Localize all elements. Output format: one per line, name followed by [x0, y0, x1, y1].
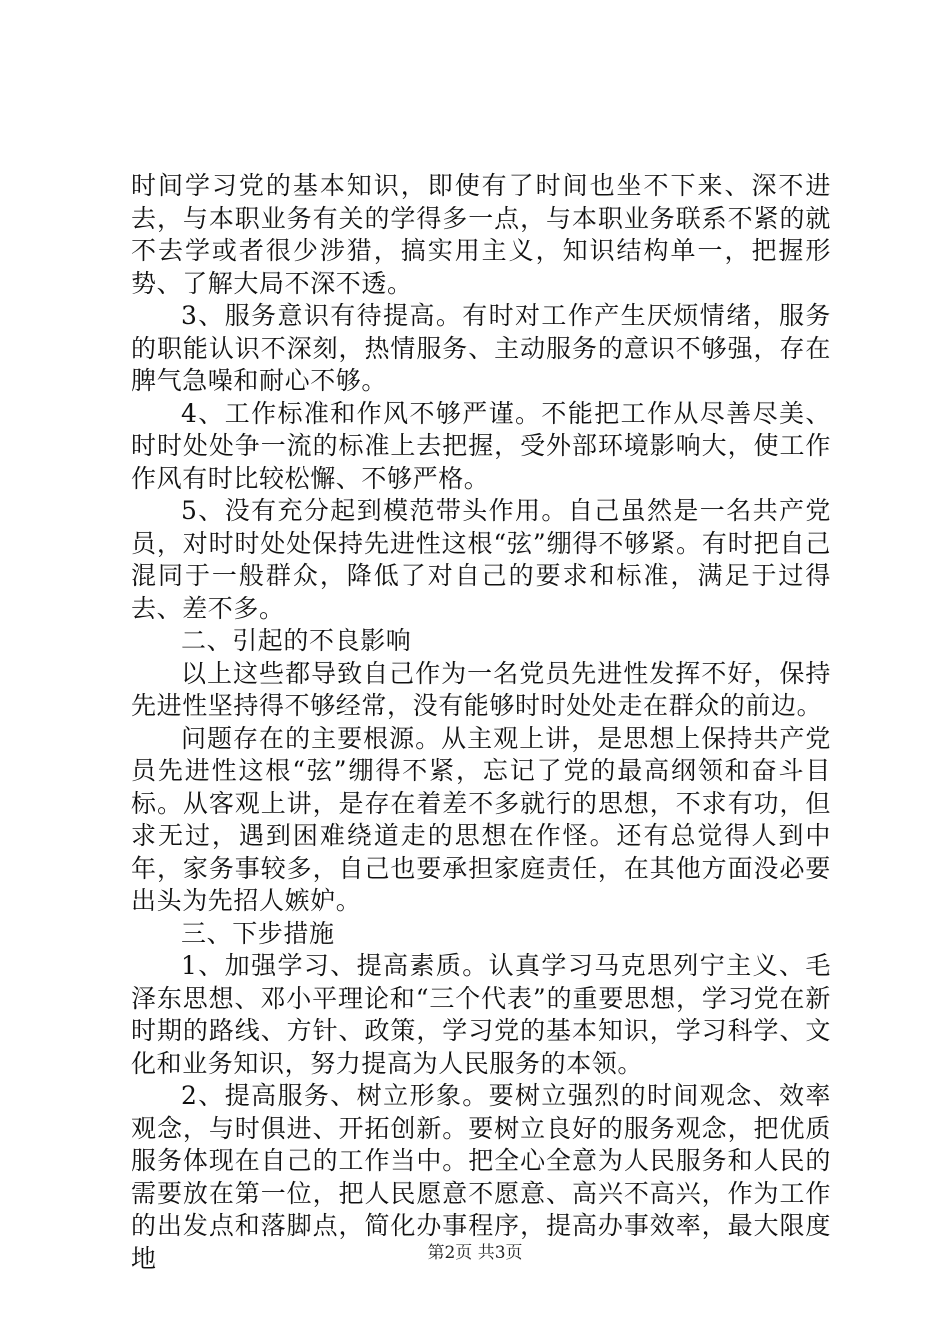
paragraph-1: 时间学习党的基本知识，即使有了时间也坐不下来、深不进去，与本职业务有关的学得多一点，与本职业务联系不紧的就不去学或者很少涉猎，搞实用主义，知识结构单一，把握形势、了解大局不深不透。	[131, 171, 831, 298]
paragraph-2: 3、服务意识有待提高。有时对工作产生厌烦情绪，服务的职能认识不深刻，热情服务、主动服务的意识不够强，存在脾气急噪和耐心不够。	[131, 301, 831, 395]
paragraph-7: 1、加强学习、提高素质。认真学习马克思列宁主义、毛泽东思想、邓小平理论和“三个代表”的重要思想，学习党在新时期的路线、方针、政策，学习党的基本知识，学习科学、文化和业务知识，努力提高为人民服务的本领。	[131, 951, 831, 1078]
section-heading-2: 二、引起的不良影响	[181, 626, 412, 655]
section-heading-3: 三、下步措施	[181, 918, 335, 948]
page-footer	[0, 1241, 950, 1265]
paragraph-8: 2、提高服务、树立形象。要树立强烈的时间观念、效率观念，与时俱进、开拓创新。要树立良好的服务观念，把优质服务体现在自己的工作当中。把全心全意为人民服务和人民的需要放在第一位，把人民愿意不愿意、高兴不高兴，作为工作的出发点和落脚点，简化办事程序，提高办事效率，最大限度地	[131, 1081, 831, 1273]
paragraph-3: 4、工作标准和作风不够严谨。不能把工作从尽善尽美、时时处处争一流的标准上去把握，受外部环境影响大，使工作作风有时比较松懈、不够严格。	[131, 398, 831, 493]
paragraph-4: 5、没有充分起到模范带头作用。自己虽然是一名共产党员，对时时处处保持先进性这根“弦”绷得不够紧。有时把自己混同于一般群众，降低了对自己的要求和标准，满足于过得去、差不多。	[131, 496, 831, 623]
paragraph-5: 以上这些都导致自己作为一名党员先进性发挥不好，保持先进性坚持得不够经常，没有能够时时处处走在群众的前边。	[131, 658, 831, 720]
document-body	[131, 170, 831, 1275]
paragraph-6: 问题存在的主要根源。从主观上讲，是思想上保持共产党员先进性这根“弦”绷得不紧，忘记了党的最高纲领和奋斗目标。从客观上讲，是存在着差不多就行的思想，不求有功，但求无过，遇到困难绕道走的思想在作怪。还有总觉得人到中年，家务事较多，自己也要承担家庭责任，在其他方面没必要出头为先招人嫉妒。	[131, 723, 831, 915]
page-number-label: 第2页 共3页	[427, 1243, 523, 1263]
